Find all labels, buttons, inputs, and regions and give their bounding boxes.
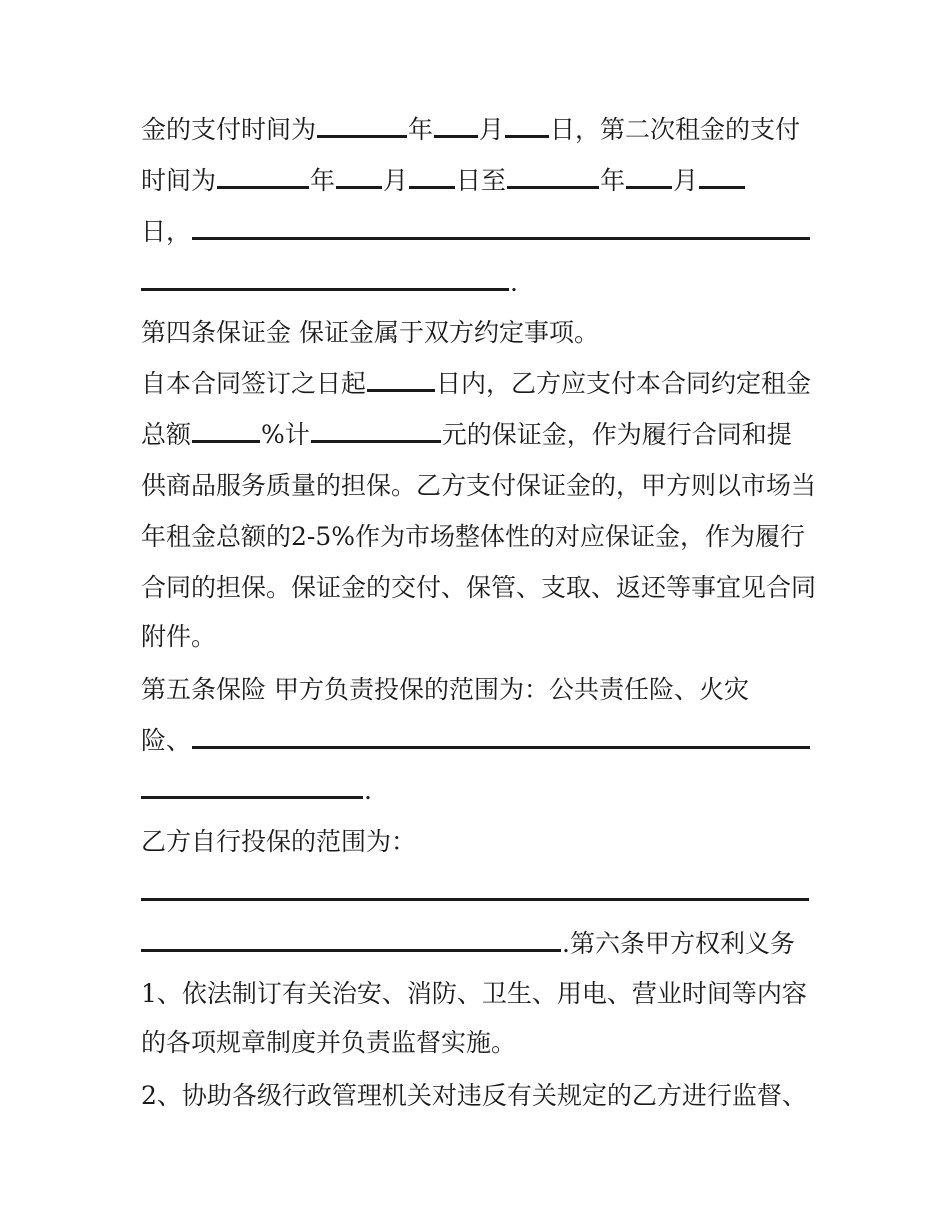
fill-blank <box>409 164 455 189</box>
text-segment: 日， <box>141 217 192 246</box>
text-line <box>141 469 821 503</box>
text-line <box>141 876 821 910</box>
text-line <box>141 673 821 707</box>
text-segment: 月 <box>673 166 699 195</box>
fill-blank <box>311 418 441 443</box>
text-segment: 月 <box>479 115 505 144</box>
fill-blank <box>192 418 260 443</box>
text-segment: 日，第二次租金的支付 <box>550 115 801 144</box>
text-segment: .第六条甲方权利义务 <box>562 929 795 958</box>
fill-blank <box>505 113 549 138</box>
text-line <box>141 620 821 654</box>
fill-blank <box>317 113 407 138</box>
text-line <box>141 774 821 808</box>
text-line <box>141 367 821 401</box>
text-segment: 元的保证金，作为履行合同和提 <box>441 420 792 449</box>
text-segment: %计 <box>261 420 310 449</box>
fill-blank <box>192 215 810 240</box>
text-segment: 日内，乙方应支付本合同约定租金 <box>436 369 812 398</box>
text-segment: 乙方自行投保的范围为： <box>141 827 417 856</box>
fill-blank <box>626 164 672 189</box>
text-line <box>141 418 821 452</box>
text-segment: 年租金总额的2-5%作为市场整体性的对应保证金，作为履行 <box>141 522 806 551</box>
text-segment: 第五条保险 甲方负责投保的范围为：公共责任险、火灾 <box>141 675 749 704</box>
fill-blank <box>217 164 309 189</box>
text-line <box>141 113 821 147</box>
text-segment: 合同的担保。保证金的交付、保管、支取、返还等事宜见合同 <box>141 573 817 602</box>
fill-blank <box>141 927 561 952</box>
text-segment: . <box>510 268 518 297</box>
text-segment: 自本合同签订之日起 <box>141 369 367 398</box>
text-line <box>141 927 821 961</box>
text-segment: 月 <box>383 166 409 195</box>
text-segment: 时间为 <box>141 166 217 195</box>
fill-blank <box>507 164 599 189</box>
fill-blank <box>699 164 745 189</box>
text-segment: 2、协助各级行政管理机关对违反有关规定的乙方进行监督、 <box>141 1081 807 1110</box>
text-segment: 金的支付时间为 <box>141 115 317 144</box>
text-line <box>141 520 821 554</box>
text-segment: 第四条保证金 保证金属于双方约定事项。 <box>141 318 599 347</box>
text-line <box>141 724 821 758</box>
text-segment: 年 <box>310 166 336 195</box>
text-segment: 的各项规章制度并负责监督实施。 <box>141 1028 517 1057</box>
text-line <box>141 825 821 859</box>
fill-blank <box>141 774 363 799</box>
text-line <box>141 215 821 249</box>
text-line <box>141 266 821 300</box>
fill-blank <box>367 367 435 392</box>
text-line <box>141 316 821 350</box>
fill-blank <box>192 724 810 749</box>
text-segment: 附件。 <box>141 622 217 651</box>
fill-blank <box>336 164 382 189</box>
text-segment: 总额 <box>141 420 192 449</box>
text-segment: 年 <box>600 166 626 195</box>
text-segment: 供商品服务质量的担保。乙方支付保证金的，甲方则以市场当 <box>141 471 817 500</box>
fill-blank <box>141 876 809 901</box>
text-line <box>141 977 821 1011</box>
fill-blank <box>434 113 478 138</box>
text-line <box>141 164 821 198</box>
text-segment: 年 <box>408 115 434 144</box>
text-segment: 日至 <box>456 166 507 195</box>
text-segment: 1、依法制订有关治安、消防、卫生、用电、营业时间等内容 <box>141 979 807 1008</box>
fill-blank <box>141 266 509 291</box>
text-line <box>141 571 821 605</box>
text-segment: . <box>364 776 372 805</box>
text-segment: 险、 <box>141 726 192 755</box>
text-line <box>141 1079 821 1113</box>
text-line <box>141 1026 821 1060</box>
